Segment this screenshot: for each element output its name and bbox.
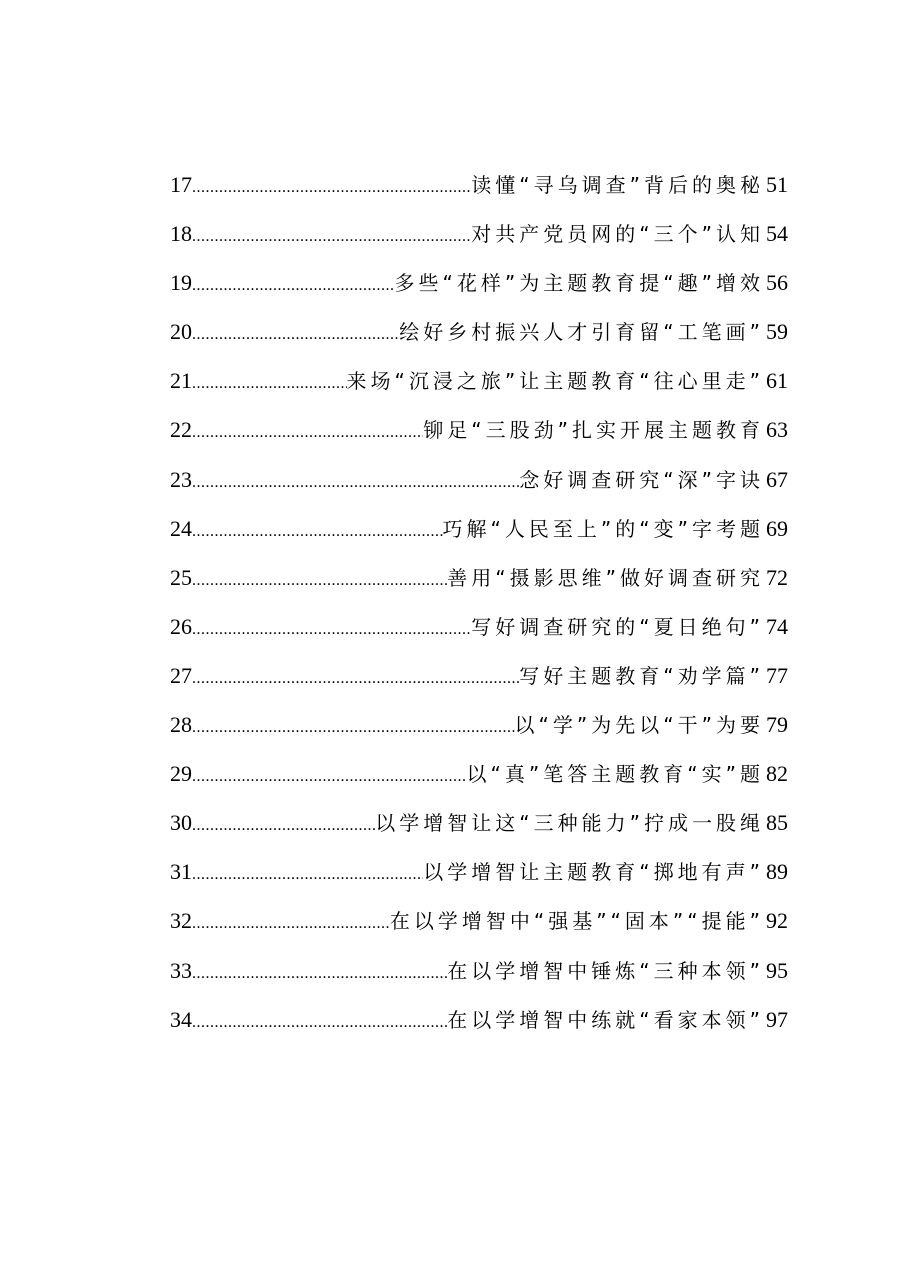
toc-entry-title: 多些“花样”为主题教育提“趣”增效 [394,271,764,296]
toc-dot-leader [192,850,423,899]
toc-entry-number: 31 [170,859,192,885]
toc-dot-leader [192,261,395,310]
toc-entry[interactable] [170,160,788,209]
toc-dot-leader [192,899,390,948]
toc-entry-page: 77 [766,662,788,688]
toc-entry-number: 27 [170,662,192,688]
toc-entry-number: 34 [170,1006,192,1032]
toc-entry-page: 54 [766,221,788,247]
toc-entry[interactable] [170,307,788,356]
table-of-contents [170,160,788,1044]
toc-entry-page: 61 [766,368,788,394]
toc-entry-page: 95 [766,957,788,983]
toc-entry[interactable] [170,946,788,995]
toc-entry-page: 72 [766,564,788,590]
toc-entry[interactable] [170,995,788,1044]
toc-entry[interactable] [170,504,788,553]
toc-dot-leader [192,654,519,703]
toc-entry[interactable] [170,455,788,504]
toc-dot-leader [192,605,471,654]
toc-entry[interactable] [170,209,788,258]
toc-entry-title: 写好调查研究的“夏日绝句” [471,614,764,639]
toc-entry[interactable] [170,651,788,700]
toc-dot-leader [192,949,447,998]
toc-entry-title: 善用“摄影思维”做好调查研究 [447,565,764,590]
toc-entry-page: 67 [766,466,788,492]
toc-entry[interactable] [170,602,788,651]
toc-entry-title: 铆足“三股劲”扎实开展主题教育 [423,418,764,443]
toc-entry-title: 绘好乡村振兴人才引育留“工笔画” [399,320,764,345]
toc-entry-page: 85 [766,810,788,836]
toc-entry-page: 56 [766,270,788,296]
toc-dot-leader [192,212,471,261]
toc-entry-page: 82 [766,761,788,787]
toc-entry-title: 来场“沉浸之旅”让主题教育“往心里走” [346,369,764,394]
toc-entry-page: 97 [766,1006,788,1032]
toc-entry[interactable] [170,356,788,405]
toc-entry-page: 63 [766,417,788,443]
toc-entry[interactable] [170,847,788,896]
toc-entry-title: 以“真”笔答主题教育“实”题 [466,762,764,787]
toc-entry[interactable] [170,258,788,307]
toc-entry-page: 92 [766,908,788,934]
toc-entry-page: 74 [766,613,788,639]
toc-dot-leader [192,801,375,850]
toc-dot-leader [192,163,471,212]
toc-entry-page: 89 [766,859,788,885]
toc-entry-page: 79 [766,712,788,738]
toc-entry[interactable] [170,405,788,454]
toc-dot-leader [192,359,347,408]
toc-entry-page: 69 [766,515,788,541]
toc-dot-leader [192,703,515,752]
toc-entry-number: 30 [170,810,192,836]
toc-entry-number: 28 [170,712,192,738]
toc-dot-leader [192,310,399,359]
toc-dot-leader [192,458,519,507]
toc-entry-title: 在以学增智中练就“看家本领” [447,1007,764,1032]
toc-entry-title: 写好主题教育“劝学篇” [519,663,764,688]
toc-dot-leader [192,998,447,1047]
toc-dot-leader [192,507,443,556]
toc-entry-number: 21 [170,368,192,394]
toc-entry-number: 23 [170,466,192,492]
toc-entry-number: 25 [170,564,192,590]
toc-entry-title: 念好调查研究“深”字诀 [519,467,764,492]
toc-entry-number: 22 [170,417,192,443]
toc-entry-number: 18 [170,221,192,247]
toc-entry[interactable] [170,896,788,945]
toc-entry-title: 以学增智让主题教育“掷地有声” [423,860,764,885]
toc-entry-page: 59 [766,319,788,345]
toc-entry-title: 在以学增智中“强基”“固本”“提能” [389,909,764,934]
toc-entry-number: 29 [170,761,192,787]
toc-entry-title: 读懂“寻乌调查”背后的奥秘 [471,173,764,197]
toc-entry-title: 以学增智让这“三种能力”拧成一股绳 [375,811,764,836]
toc-entry-number: 26 [170,613,192,639]
toc-entry-title: 在以学增智中锤炼“三种本领” [447,958,764,983]
toc-entry[interactable] [170,749,788,798]
toc-dot-leader [192,752,467,801]
toc-entry-title: 以“学”为先以“干”为要 [514,713,764,738]
toc-entry-number: 32 [170,908,192,934]
toc-entry-title: 巧解“人民至上”的“变”字考题 [442,516,764,541]
toc-entry-number: 19 [170,270,192,296]
toc-dot-leader [192,556,447,605]
toc-entry[interactable] [170,700,788,749]
toc-dot-leader [192,408,423,457]
toc-entry-number: 20 [170,319,192,345]
toc-entry-number: 33 [170,957,192,983]
toc-entry[interactable] [170,798,788,847]
toc-entry-number: 17 [170,172,192,197]
toc-entry-page: 51 [766,172,788,197]
toc-entry-title: 对共产党员网的“三个”认知 [471,222,764,247]
toc-entry[interactable] [170,553,788,602]
toc-entry-number: 24 [170,515,192,541]
